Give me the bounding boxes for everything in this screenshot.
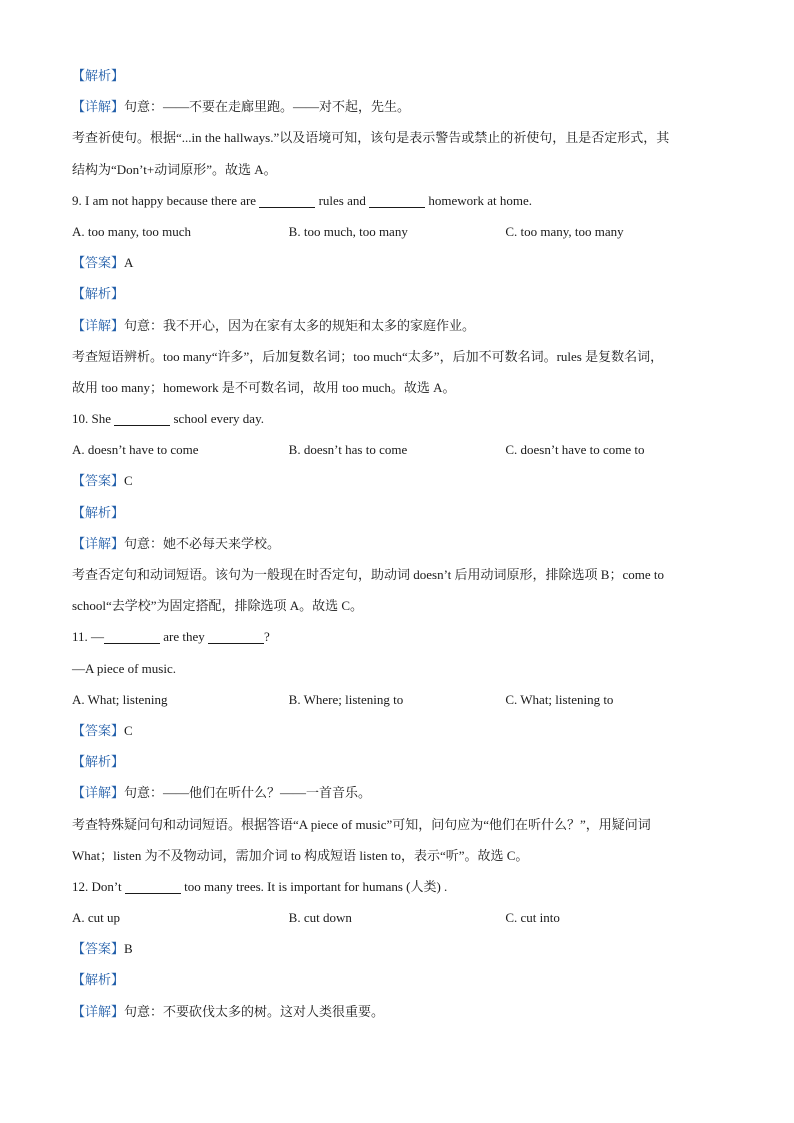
q10-stem: 10. She school every day. <box>72 411 264 427</box>
q11-options <box>72 684 722 715</box>
q11-analysis-heading: 【解析】 <box>72 754 125 770</box>
q11-option-a: A. What; listening <box>72 691 168 707</box>
q10-analysis-line-1: 考查否定句和动词短语。该句为一般现在时否定句，助动词 doesn’t 后用动词原形，排除选项 B；come to <box>72 567 664 582</box>
q8-analysis-heading: 【解析】 <box>72 68 125 83</box>
q12-option-b: B. cut down <box>288 910 352 926</box>
q10-option-b: B. doesn’t has to come <box>288 442 408 458</box>
q11-option-b: B. Where; listening to <box>288 691 404 707</box>
q10-options <box>72 434 722 465</box>
q12-option-a: A. cut up <box>72 910 121 926</box>
q9-analysis-line-2: 故用 too many；homework 是不可数名词，故用 too much。故选 A。 <box>72 379 456 395</box>
q12-analysis-heading: 【解析】 <box>72 972 125 988</box>
q8-detail: 【详解】句意：——不要在走廊里跑。——对不起，先生。 <box>72 99 411 115</box>
q9-detail: 【详解】句意：我不开心，因为在家有太多的规矩和太多的家庭作业。 <box>72 317 476 333</box>
q9-option-a: A. too many, too much <box>72 223 192 239</box>
q9-option-c: C. too many, too many <box>505 223 624 239</box>
q11-blank-1 <box>104 629 160 644</box>
q11-answer: 【答案】C <box>72 722 133 738</box>
q9-analysis-line-1: 考查短语辨析。too many“许多”，后加复数名词；too much“太多”，后加不可数名词。rules 是复数名词， <box>72 348 664 364</box>
q10-analysis-heading: 【解析】 <box>72 504 125 520</box>
q12-options <box>72 902 722 933</box>
q11-stem: 11. — are they ? <box>72 629 270 645</box>
q12-detail: 【详解】句意：不要砍伐太多的树。这对人类很重要。 <box>72 1003 385 1019</box>
q10-blank <box>114 411 170 426</box>
q11-option-c: C. What; listening to <box>505 691 614 707</box>
q12-blank <box>125 879 181 894</box>
q9-options <box>72 216 722 247</box>
q10-detail: 【详解】句意：她不必每天来学校。 <box>72 535 281 551</box>
q9-analysis-heading: 【解析】 <box>72 286 125 302</box>
q9-blank-1 <box>259 193 315 208</box>
q12-option-c: C. cut into <box>505 910 560 926</box>
document-page <box>72 60 722 1027</box>
q9-option-b: B. too much, too many <box>288 223 408 239</box>
q11-detail: 【详解】句意：——他们在听什么？——一首音乐。 <box>72 785 372 801</box>
q9-blank-2 <box>369 193 425 208</box>
q11-blank-2 <box>208 629 264 644</box>
q8-analysis-line-2: 结构为“Don’t+动词原形”。故选 A。 <box>72 161 277 177</box>
q8-analysis-line-1: 考查祈使句。根据“...in the hallways.”以及语境可知，该句是表示警告或禁止的祈使句，且是否定形式，其 <box>72 130 670 146</box>
q11-reply: —A piece of music. <box>72 660 176 676</box>
q10-option-c: C. doesn’t have to come to <box>505 442 645 458</box>
q11-analysis-line-2: What；listen 为不及物动词，需加介词 to 构成短语 listen to，表示“听”。故选 C。 <box>72 847 529 863</box>
q10-answer: 【答案】C <box>72 473 133 489</box>
q11-analysis-line-1: 考查特殊疑问句和动词短语。根据答语“A piece of music”可知，问句应为“他们在听什么？”，用疑问词 <box>72 816 651 832</box>
q9-stem: 9. I am not happy because there are rules and homework at home. <box>72 192 533 208</box>
q12-stem: 12. Don’t too many trees. It is important for humans (人类) . <box>72 878 448 894</box>
q10-option-a: A. doesn’t have to come <box>72 442 199 458</box>
q10-analysis-line-2: school“去学校”为固定搭配，排除选项 A。故选 C。 <box>72 598 364 614</box>
q9-answer: 【答案】A <box>72 255 134 271</box>
q12-answer: 【答案】B <box>72 941 133 957</box>
